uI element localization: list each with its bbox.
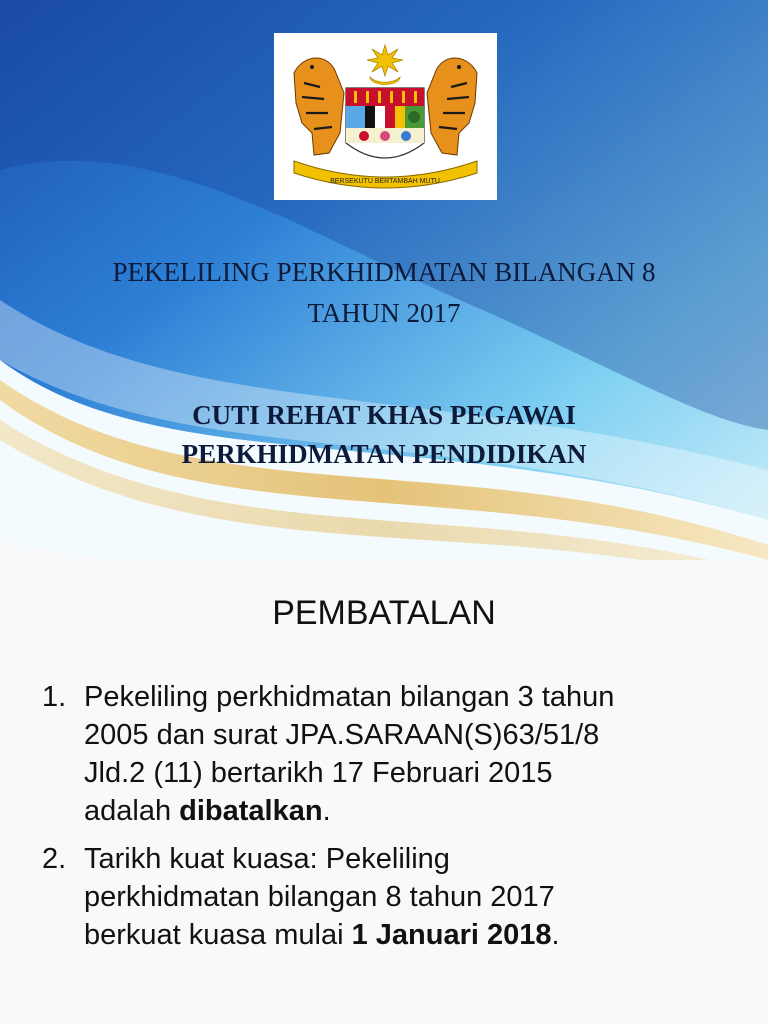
list-item	[42, 840, 742, 954]
list-number: 2.	[42, 843, 67, 875]
point-1-line-3: Jld.2 (11) bertarikh 17 Februari 2015	[84, 757, 553, 789]
list-number: 1.	[42, 681, 67, 713]
point-1-line-4	[84, 792, 742, 830]
point-1-bold-text: dibatalkan	[179, 795, 323, 827]
point-2-bold-text: 1 Januari 2018	[351, 919, 552, 951]
subtitle	[20, 396, 748, 474]
point-2-line-3	[84, 916, 742, 954]
section-heading: PEMBATALAN	[272, 594, 496, 632]
point-2-text-suffix: .	[551, 919, 560, 951]
point-1-text-prefix: adalah	[84, 795, 180, 827]
main-title-line-2: TAHUN 2017	[307, 298, 461, 328]
point-1-text-suffix: .	[322, 795, 331, 827]
point-2-line-2: perkhidmatan bilangan 8 tahun 2017	[84, 881, 555, 913]
svg-text:BERSEKUTU BERTAMBAH MUTU: BERSEKUTU BERTAMBAH MUTU	[330, 178, 440, 185]
subtitle-line-1: CUTI REHAT KHAS PEGAWAI	[192, 400, 576, 430]
list-item	[42, 678, 742, 830]
main-title	[20, 252, 748, 334]
point-2-text-prefix: berkuat kuasa mulai	[84, 919, 352, 951]
points-list	[42, 678, 742, 964]
subtitle-line-2: PERKHIDMATAN PENDIDIKAN	[181, 439, 587, 469]
point-1-line-2: 2005 dan surat JPA.SARAAN(S)63/51/8	[84, 719, 600, 751]
crest-panel	[274, 33, 497, 200]
point-1-line-1: Pekeliling perkhidmatan bilangan 3 tahun	[84, 681, 615, 713]
malaysia-coat-of-arms-icon	[274, 33, 497, 200]
main-title-line-1: PEKELILING PERKHIDMATAN BILANGAN 8	[112, 257, 656, 287]
point-2-line-1: Tarikh kuat kuasa: Pekeliling	[84, 843, 450, 875]
